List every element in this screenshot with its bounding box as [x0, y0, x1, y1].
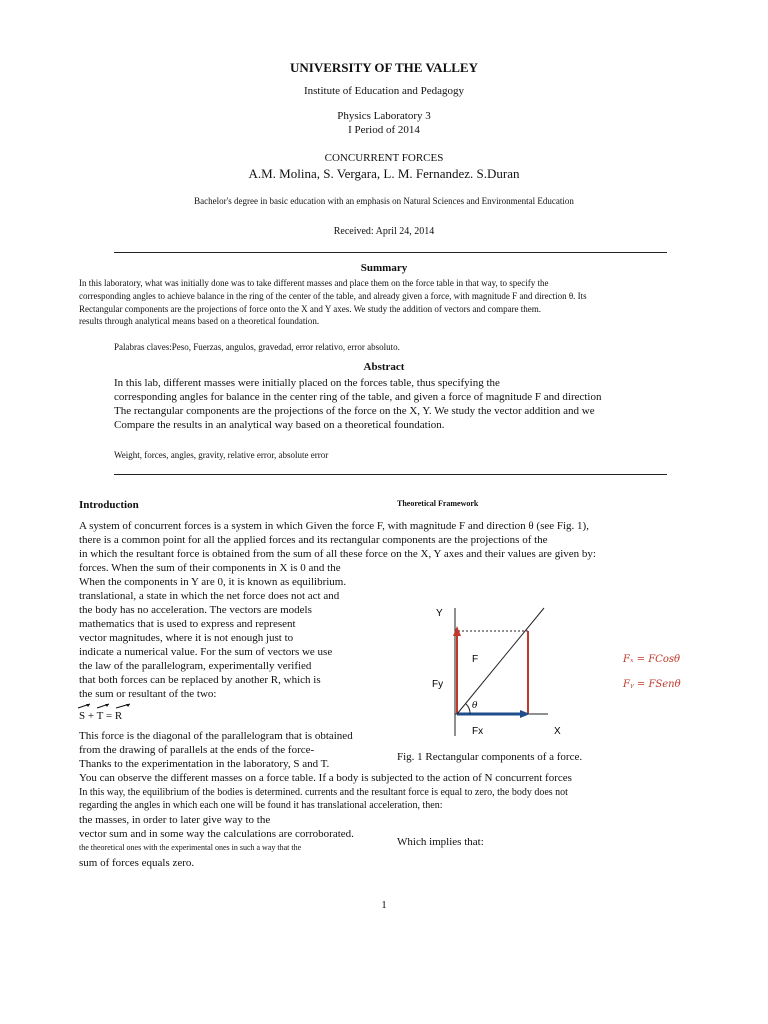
figure-caption: Fig. 1 Rectangular components of a force. [397, 751, 583, 763]
authors: A.M. Molina, S. Vergara, L. M. Fernandez. S.Duran [248, 166, 520, 181]
x-label: X [554, 726, 561, 737]
intro-line: When the components in Y are 0, it is known as equilibrium. [79, 576, 347, 588]
intro-line: This force is the diagonal of the parallelogram that is obtained [79, 730, 353, 742]
divider-top [114, 252, 667, 253]
body-line: in which the resultant force is obtained from the sum of all these force on the X, Y axes and their values are given by: [79, 548, 596, 560]
intro-line: the sum or resultant of the two: [79, 688, 217, 700]
fx-equation: Fₓ = FCosθ [623, 654, 680, 665]
intro-line: that both forces can be replaced by another R, which is [79, 674, 321, 686]
summary-line: corresponding angles to achieve balance in the ring of the center of the table, and already given a force, with magnitude F and direction θ. Its [79, 291, 587, 301]
body-line: In this way, the equilibrium of the bodies is determined. currents and the resultant force is equal to zero, the body does not [79, 787, 568, 798]
intro-line: forces. When the sum of their components in X is 0 and the [79, 562, 341, 574]
y-label: Y [436, 608, 443, 619]
intro-line: mathematics that is used to express and represent [79, 618, 296, 630]
abstract-line: corresponding angles for balance in the center ring of the table, and given a force of magnitude F and direction [114, 391, 602, 403]
fy-equation: Fᵧ = FSenθ [623, 679, 681, 690]
lab-name: Physics Laboratory 3 [337, 110, 431, 122]
summary-heading: Summary [360, 262, 408, 274]
body-line: vector sum and in some way the calculations are corroborated. [79, 828, 354, 840]
abstract-line: In this lab, different masses were initially placed on the forces table, thus specifying the [114, 377, 500, 389]
intro-line: translational, a state in which the net force does not act and [79, 590, 340, 602]
page-number: 1 [381, 899, 387, 911]
vector-equation: S + T = R [79, 710, 123, 722]
body-line: there is a common point for all the applied forces and its rectangular components are the projections of the [79, 534, 548, 546]
summary-keywords: Palabras claves:Peso, Fuerzas, angulos, gravedad, error relativo, error absoluto. [114, 342, 400, 352]
summary-line: results through analytical means based on a theoretical foundation. [79, 316, 320, 326]
body-line: You can observe the different masses on a force table. If a body is subjected to the action of N concurrent forces [79, 772, 572, 784]
body-line: regarding the angles in which each one will be found it has translational acceleration, then: [79, 800, 443, 811]
framework-heading: Theoretical Framework [397, 499, 479, 508]
summary-line: Rectangular components are the projections of force onto the X and Y axes. We study the addition of vectors and compare them. [79, 304, 542, 314]
implies-text: Which implies that: [397, 836, 484, 848]
introduction-heading: Introduction [79, 499, 139, 511]
intro-line: from the drawing of parallels at the ends of the force- [79, 744, 315, 756]
intro-line: the body has no acceleration. The vectors are models [79, 604, 312, 616]
intro-line: Thanks to the experimentation in the laboratory, S and T. [79, 758, 330, 770]
abstract-line: The rectangular components are the projections of the force on the X, Y. We study the vector addition and we [114, 405, 595, 417]
f-vector [457, 608, 544, 714]
body-line: A system of concurrent forces is a system in which Given the force F, with magnitude F and direction θ (see Fig. 1), [79, 520, 589, 532]
institute-name: Institute of Education and Pedagogy [303, 85, 465, 97]
force-diagram [420, 598, 690, 746]
vector-arrows [76, 702, 136, 712]
abstract-keywords: Weight, forces, angles, gravity, relative error, absolute error [114, 450, 329, 460]
abstract-heading: Abstract [363, 361, 405, 373]
degree: Bachelor's degree in basic education with an emphasis on Natural Sciences and Environmental Education [194, 196, 574, 206]
body-line: the theoretical ones with the experimental ones in such a way that the [79, 843, 302, 852]
paper-title: CONCURRENT FORCES [324, 152, 444, 164]
intro-line: indicate a numerical value. For the sum of vectors we use [79, 646, 333, 658]
f-label: F [472, 654, 479, 665]
summary-line: In this laboratory, what was initially done was to take different masses and place them on the force table in that way, to specify the [79, 278, 549, 288]
fy-label: Fy [432, 679, 444, 690]
university-title: UNIVERSITY OF THE VALLEY [290, 60, 478, 75]
intro-line: vector magnitudes, where it is not enough just to [79, 632, 294, 644]
abstract-line: Compare the results in an analytical way based on a theoretical foundation. [114, 419, 445, 431]
intro-line: the law of the parallelogram, experimentally verified [79, 660, 312, 672]
divider-bottom [114, 474, 667, 475]
body-line: sum of forces equals zero. [79, 857, 195, 869]
fx-label: Fx [472, 726, 484, 737]
received-date: Received: April 24, 2014 [333, 226, 435, 237]
body-line: the masses, in order to later give way to the [79, 814, 271, 826]
period: I Period of 2014 [348, 124, 420, 136]
theta-label: θ [472, 701, 478, 711]
